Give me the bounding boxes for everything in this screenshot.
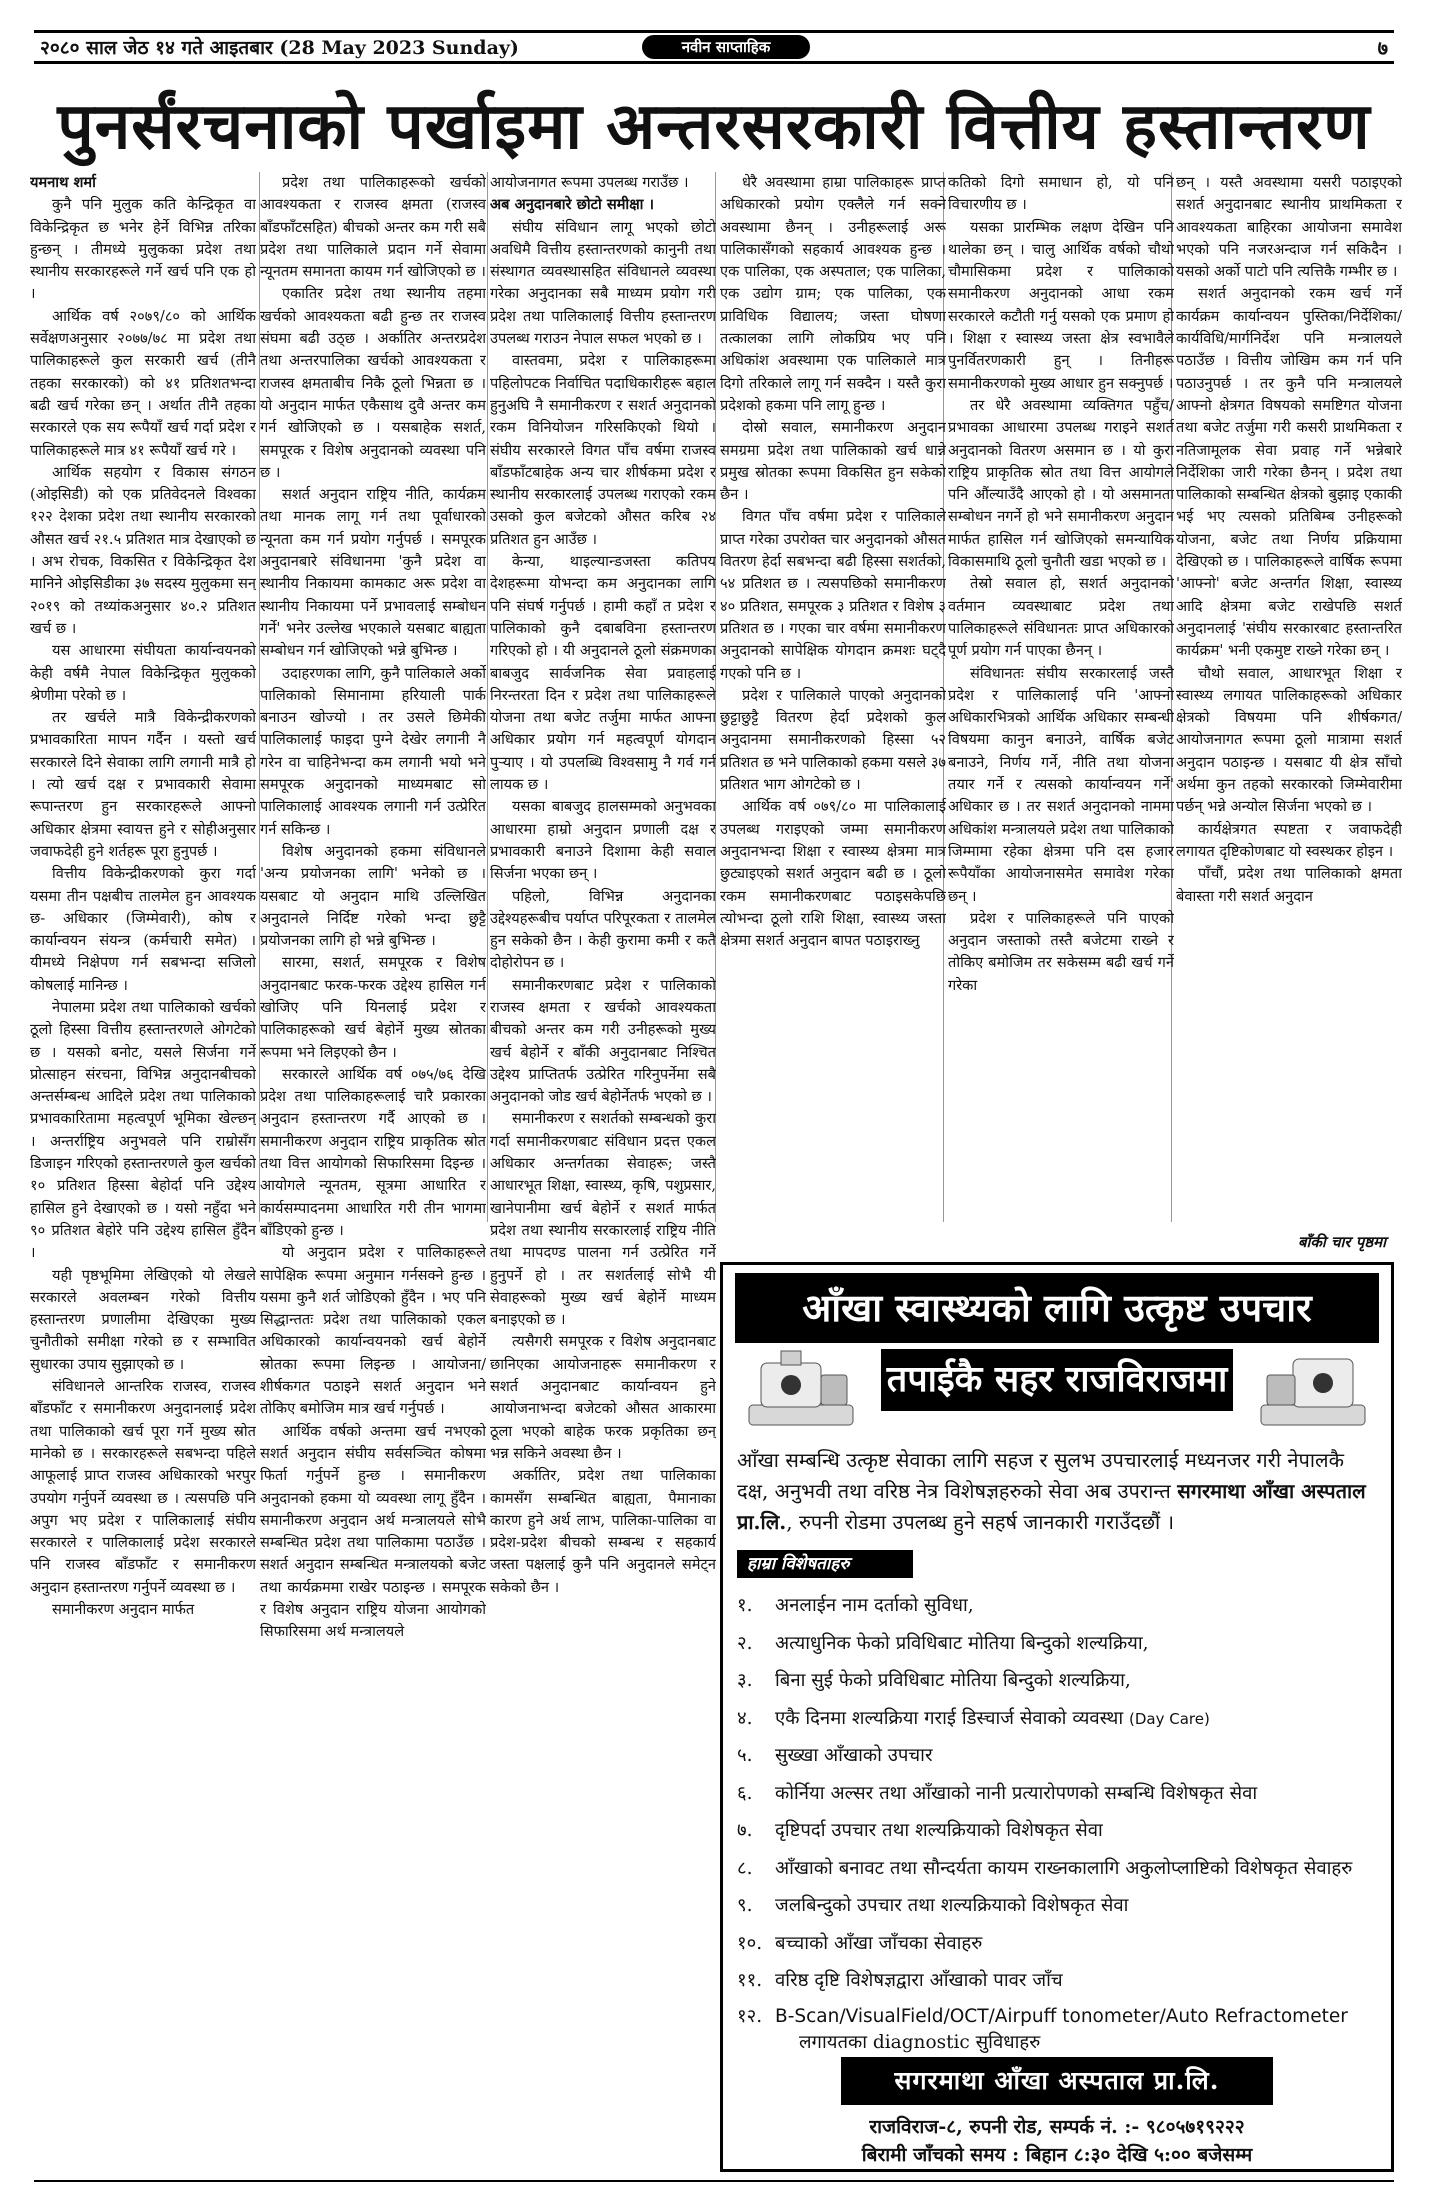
- article-paragraph: यो अनुदान प्रदेश र पालिकाहरूले सापेक्षिक रूपमा अनुमान गर्नसक्ने हुन्छ । यसमा कुनै शर्त जोडिएको हुँदैन । भए पनि सिद्धान्ततः प्रदेश तथा पालिकाको एकल अधिकारको कार्यान्वयनको खर्च बेहोर्ने स्रोतका रूपमा लिइन्छ । आयोजना/शीर्षकगत पठाइने सशर्त अनुदान भने तोकिए बमोजिम मात्र खर्च गर्नुपर्छ ।: [260, 1244, 486, 1418]
- feature-number: ११.: [737, 1970, 763, 1991]
- article-column-6: [1176, 172, 1402, 1232]
- article-headline: पुनर्संरचनाको पर्खाइमा अन्तरसरकारी वित्तीय हस्तान्तरण: [57, 90, 1371, 164]
- article-paragraph: पहिलो, विभिन्न अनुदानका उद्देश्यहरूबीच पर्याप्त परिपूरकता र तालमेल हुन सकेको छैन । केही कुरामा कमी र कतै दोहोरोपन छ ।: [490, 887, 716, 972]
- feature-text: सुख्खा आँखाको उपचार: [775, 1745, 933, 1766]
- article-column-4: [720, 172, 946, 1252]
- feature-text: बिना सुई फेको प्रविधिबाट मोतिया बिन्दुको शल्यक्रिया,: [775, 1670, 1131, 1691]
- feature-text-wrap: [775, 1925, 1387, 1963]
- article-paragraph: सारमा, सशर्त, समपूरक र विशेष अनुदानबाट फरक-फरक उद्देश्य हासिल गर्न खोजिए पनि यिनलाई प्रदेश र पालिकाहरूको खर्च बेहोर्ने मुख्य स्रोतका रूपमा भने लिइएको छैन ।: [260, 954, 486, 1061]
- article-paragraph: आयोजनागत रूपमा उपलब्ध गराउँछ ।: [490, 174, 689, 191]
- feature-number: ६.: [737, 1782, 753, 1804]
- feature-number: ७.: [737, 1820, 753, 1841]
- eye-examination-device-icon: [1253, 1345, 1373, 1435]
- article-column-5: [948, 172, 1174, 1252]
- article-paragraph: कार्यक्षेत्रगत स्पष्टता र जवाफदेही लगायत दृष्टिकोणबाट यो स्वस्थकर होइन ।: [1176, 820, 1402, 860]
- article-paragraph: कुनै पनि मुलुक कति केन्द्रिकृत वा विकेन्द्रिकृत छ भनेर हेर्ने विभिन्न तरिका हुन्छन् । तीमध्ये मुलुकका प्रदेश तथा स्थानीय सरकारहरूले गर्ने खर्च पनि एक हो ।: [30, 196, 256, 303]
- hospital-contact: राजविराज-८, रुपनी रोड, सम्पर्क नं. :- ९८०५७१९२२२: [869, 2116, 1245, 2138]
- feature-text-wrap: [775, 1962, 1387, 2000]
- article-paragraph: विगत पाँच वर्षमा प्रदेश र पालिकाले प्राप्त गरेका उपरोक्त चार अनुदानको औसत वितरण हेर्दा सबभन्दा बढी हिस्सा सशर्तको, ५४ प्रतिशत छ । त्यसपछिको समानीकरण ४० प्रतिशत, समपूरक ३ प्रतिशत र विशेष ३ प्रतिशत छ । गएका चार वर्षमा समानीकरण अनुदानको सापेक्षिक योगदान क्रमशः घट्दै गएको पनि छ ।: [720, 508, 946, 682]
- feature-number: ३.: [737, 1670, 753, 1691]
- article-column-2: [260, 172, 486, 2162]
- feature-item: [737, 1625, 1387, 1663]
- feature-text: कोर्निया अल्सर तथा आँखाको नानी प्रत्यारोपणको सम्बन्धि विशेषकृत सेवा: [775, 1782, 1258, 1804]
- feature-item: [737, 1850, 1387, 1888]
- article-paragraph: आर्थिक वर्षको अन्तमा खर्च नभएको सशर्त अनुदान संघीय सर्वसञ्चित कोषमा फिर्ता गर्नुपर्ने हुन्छ । समानीकरण अनुदानको हकमा यो व्यवस्था लागू हुँदैन । समानीकरण अनुदान अर्थ मन्त्रालयले सोभै सम्बन्धित प्रदेश तथा पालिकामा पठाउँछ । सशर्त अनुदान सम्बन्धित मन्त्रालयको बजेट तथा कार्यक्रममा राखेर पठाइन्छ । समपूरक र विशेष अनुदान राष्ट्रिय योजना आयोगको सिफारिसमा अर्थ मन्त्रालयले: [260, 1422, 486, 1641]
- feature-text-wrap: [775, 1662, 1387, 1700]
- feature-number: २.: [737, 1632, 753, 1654]
- feature-item: [737, 1925, 1387, 1963]
- article-paragraph: त्यसैगरी समपूरक र विशेष अनुदानबाट छानिएका आयोजनाहरू समानीकरण र सशर्त अनुदानबाट कार्यान्वयन हुने आयोजनाभन्दा बजेटको औसत आकारमा ठूला भएको बाहेक फरक प्रकृतिका छन् भन्न सकिने अवस्था छैन ।: [490, 1333, 716, 1462]
- eye-examination-device-icon: [741, 1345, 861, 1435]
- features-list: [737, 1587, 1387, 2060]
- feature-text-wrap: [775, 1625, 1387, 1663]
- feature-text-wrap: [775, 2004, 1387, 2056]
- feature-number: १०.: [737, 1932, 763, 1954]
- article-paragraph: यसका प्रारम्भिक लक्षण देखिन पनि थालेका छन् । चालु आर्थिक वर्षको चौथो चौमासिकमा प्रदेश र पालिकाको समानीकरण अनुदानको आधा रकम सरकारले कटौती गर्नु यसको एक प्रमाण हो । शिक्षा र स्वास्थ्य जस्ता क्षेत्र स्वभावैले पुनर्वितरणकारी हुन् । तिनीहरू समानीकरणको मुख्य आधार हुन सक्नुपर्छ ।: [948, 218, 1174, 392]
- feature-text-wrap: [775, 1812, 1387, 1850]
- article-paragraph: वित्तीय विकेन्द्रीकरणको कुरा गर्दा यसमा तीन पक्षबीच तालमेल हुन आवश्यक छ- अधिकार (जिम्मेवारी), कोष र कार्यान्वयन संयन्त्र (कर्मचारी समेत) । यीमध्ये निक्षेपण गर्न सबभन्दा सजिलो कोषलाई मानिन्छ ।: [30, 865, 256, 994]
- article-paragraph: यही पृष्ठभूमिमा लेखिएको यो लेखले सरकारले अवलम्बन गरेको वित्तीय हस्तान्तरण प्रणालीमा देखिएका मुख्य चुनौतीको समीक्षा गरेको छ र सम्भावित सुधारका उपाय सुझाएको छ ।: [30, 1266, 256, 1373]
- article-paragraph: विशेष अनुदानको हकमा संविधानले 'अन्य प्रयोजनका लागि' भनेको छ । यसबाट यो अनुदान माथि उल्लिखित अनुदानले निर्दिष्ट गरेको भन्दा छुट्टै प्रयोजनका लागि हो भन्ने बुभिन्छ ।: [260, 842, 486, 950]
- article-paragraph: संविधानले आन्तरिक राजस्व, राजस्व बाँडफाँट र समानीकरण अनुदानलाई प्रदेश तथा पालिकाको खर्च पूरा गर्ने मुख्य स्रोत मानेको छ । सरकारहरूले सबभन्दा पहिले आफूलाई प्राप्त राजस्व अधिकारको भरपुर उपयोग गर्नुपर्ने व्यवस्था छ । त्यसपछि पनि अपुग भए प्रदेश र पालिकालाई संघीय सरकारले र पालिकालाई प्रदेश सरकारले पनि राजस्व बाँडफाँट र समानीकरण अनुदान हस्तान्तरण गर्नुपर्ने व्यवस्था छ ।: [30, 1378, 256, 1596]
- article-paragraph: प्रदेश र पालिकाहरूले पनि पाएको अनुदान जस्ताको तस्तै बजेटमा राख्ने र तोकिए बमोजिम तर सकेसम्म बढी खर्च गर्ने गरेका: [948, 909, 1174, 994]
- article-paragraph: नेपालमा प्रदेश तथा पालिकाको खर्चको ठूलो हिस्सा वित्तीय हस्तान्तरणले ओगटेको छ । यसको बनोट, यसले सिर्जना गर्ने प्रोत्साहन संरचना, विभिन्न अनुदानबीचको अन्तर्सम्बन्ध आदिले प्रदेश तथा पालिकाको प्रभावकारितामा महत्वपूर्ण भूमिका खेल्छन् । अन्तर्राष्ट्रिय अनुभवले पनि राम्रोसँग डिजाइन गरिएको हस्तान्तरणले कुल खर्चको १० प्रतिशत हिस्सा बेहोर्दा पनि उद्देश्य हासिल हुने देखाएको छ । यसो नहुँदा भने ९० प्रतिशत बेहोरे पनि उद्देश्य हासिल हुँदैन ।: [30, 998, 256, 1262]
- article-paragraph: यस आधारमा संघीयता कार्यान्वयनको केही वर्षमै नेपाल विकेन्द्रिकृत मुलुकको श्रेणीमा परेको छ ।: [30, 642, 256, 704]
- article-paragraph: समानीकरणबाट प्रदेश र पालिकाको राजस्व क्षमता र खर्चको आवश्यकता बीचको अन्तर कम गरी उनीहरूको मुख्य खर्च बेहोर्ने र बाँकी अनुदानबाट निश्चित उद्देश्य प्राप्तितर्फ उत्प्रेरित गरिनुपर्नेमा सबै अनुदानको जोड खर्च बेहोर्नेतर्फ भएको छ ।: [490, 976, 716, 1106]
- feature-text: अत्याधुनिक फेको प्रविधिबाट मोतिया बिन्दुको शल्यक्रिया,: [775, 1632, 1149, 1654]
- feature-text: जलबिन्दुको उपचार तथा शल्यक्रियाको विशेषकृत सेवा: [775, 1895, 1129, 1916]
- newspaper-brand: नवीन साप्ताहिक: [642, 35, 810, 59]
- feature-number: १२.: [737, 2005, 763, 2027]
- feature-item: [737, 1662, 1387, 1700]
- checkup-hours: बिरामी जाँचको समय : बिहान ८:३० देखि ५:०० बजेसम्म: [861, 2144, 1253, 2166]
- article-paragraph: कतिको दिगो समाधान हो, यो पनि विचारणीय छ ।: [948, 174, 1174, 214]
- article-paragraph: तेस्रो सवाल हो, सशर्त अनुदानको वर्तमान व्यवस्थाबाट प्रदेश तथा पालिकाहरूले संविधानतः प्राप्त अधिकारको पूर्ण प्रयोग गर्न पाएका छैनन् ।: [948, 575, 1174, 660]
- article-paragraph: तर खर्चले मात्रै विकेन्द्रीकरणको प्रभावकारिता मापन गर्दैन । यस्तो खर्च सरकारले दिने सेवाका लागि लगानी मात्रै हो । त्यो खर्च दक्ष र प्रभावकारी सेवामा रूपान्तरण हुन सरकारहरूले आफ्नो अधिकार क्षेत्रमा स्वायत्त हुने र सोहीअनुसार जवाफदेही हुने शर्तहरू पूरा हुनुपर्छ ।: [30, 709, 256, 860]
- article-author: यमनाथ शर्मा: [30, 174, 96, 191]
- article-paragraph: अर्कातिर, प्रदेश तथा पालिकाका कामसँग सम्बन्धित बाह्यता, पैमानाका कारण हुने अर्थ लाभ, पालिका-पालिका वा प्रदेश-प्रदेश बीचको सम्बन्ध र सहकार्य जस्ता पक्षलाई कुनै पनि अनुदानले समेट्न सकेको छैन ।: [490, 1467, 716, 1596]
- article-column-1: [30, 172, 256, 2162]
- feature-number: ८.: [737, 1857, 753, 1879]
- page-header: [34, 30, 1394, 64]
- article-paragraph: पाँचौं, प्रदेश तथा पालिकाको क्षमता बेवास्ता गरी सशर्त अनुदान: [1176, 865, 1402, 905]
- feature-text-line2: लगायतका diagnostic सुविधाहरु: [799, 2031, 1041, 2053]
- article-paragraph: सशर्त अनुदान राष्ट्रिय नीति, कार्यक्रम तथा मानक लागू गर्न तथा पूर्वाधारको न्यूनता कम गर्न प्रयोग गर्नुपर्छ । समपूरक अनुदानबारे संविधानमा 'कुनै प्रदेश वा स्थानीय निकायमा कामकाट अरू प्रदेश वा स्थानीय निकायमा पर्ने प्रभावलाई सम्बोधन गर्ने' भनेर उल्लेख भएकाले यसबाट बाह्यता सम्बोधन गर्न खोजिएको भन्ने बुभिन्छ ।: [260, 486, 486, 660]
- ad-title: आँखा स्वास्थ्यको लागि उत्कृष्ट उपचार: [735, 1273, 1379, 1343]
- feature-text-wrap: [775, 1587, 1387, 1625]
- feature-item: [737, 1962, 1387, 2000]
- ad-intro-hospital: सगरमाथा आँखा अस्पताल प्रा.लि.: [737, 1479, 1366, 1534]
- article-paragraph: आर्थिक सहयोग र विकास संगठन (ओइसिडी) को एक प्रतिवेदनले विश्वका १२२ देशका प्रदेश तथा स्थानीय सरकारको औसत खर्च २१.५ प्रतिशत मात्र देखाएको छ । अभ रोचक, विकसित र विकेन्द्रिकृत देश मानिने ओइसिडीका ३७ सदस्य मुलुकमा सन् २०१९ को तथ्यांकअनुसार ४०.२ प्रतिशत खर्च छ ।: [30, 463, 256, 637]
- feature-text-wrap: [775, 1887, 1387, 1925]
- ad-intro-text: आँखा सम्बन्धि उत्कृष्ट सेवाका लागि सहज र सुलभ उपचारलाई मध्यनजर गरी नेपालकै दक्ष, अनुभवी तथा वरिष्ठ नेत्र विशेषज्ञहरुको सेवा अब उपरान्त: [737, 1448, 1344, 1503]
- article-paragraph: सरकारले आर्थिक वर्ष ०७५/७६ देखि प्रदेश तथा पालिकाहरूलाई चारै प्रकारका अनुदान हस्तान्तरण गर्दै आएको छ । समानीकरण अनुदान राष्ट्रिय प्राकृतिक स्रोत तथा वित्त आयोगको सिफारिसमा दिइन्छ । आयोगले न्यूनतम, सूत्रमा आधारित र कार्यसम्पादनमा आधारित गरी तीन भागमा बाँडिएको हुन्छ ।: [260, 1065, 486, 1239]
- feature-text: वरिष्ठ दृष्टि विशेषज्ञद्वारा आँखाको पावर जाँच: [775, 1970, 1063, 1991]
- feature-text: आँखाको बनावट तथा सौन्दर्यता कायम राख्नकालागि अकुलोप्लाष्टिको विशेषकृत सेवाहरु: [775, 1857, 1353, 1879]
- feature-text-wrap: [775, 1700, 1387, 1738]
- article-paragraph: छन् । यस्तै अवस्थामा यसरी पठाइएको सशर्त अनुदानबाट स्थानीय प्राथमिकता र आवश्यकता बाहिरका आयोजना समावेश भएको पनि नजरअन्दाज गर्न सकिदैन । यसको अर्को पाटो पनि त्यत्तिकै गम्भीर छ ।: [1176, 174, 1402, 281]
- feature-text: एकै दिनमा शल्यक्रिया गराई डिस्चार्ज सेवाको व्यवस्था: [775, 1707, 1124, 1729]
- features-label: हाम्रा विशेषताहरु: [737, 1550, 913, 1578]
- article-paragraph: चौथो सवाल, आधारभूत शिक्षा र स्वास्थ्य लगायत पालिकाहरूको अधिकार क्षेत्रको विषयमा पनि शीर्षकगत/आयोजनागत रूपमा ठूलो मात्रामा सशर्त अनुदान पठाइन्छ । यसबाट यी क्षेत्र साँचो अर्थमा कुन तहको सरकारको जिम्मेवारीमा पर्छन् भन्ने अन्योल सिर्जना भएको छ ।: [1176, 664, 1402, 816]
- article-paragraph: संघीय संविधान लागू भएको छोटो अवधिमै वित्तीय हस्तान्तरणको कानुनी तथा संस्थागत व्यवस्थासहित संविधानले व्यवस्था गरेका अनुदानका सबै माध्यम प्रयोग गरी प्रदेश तथा पालिकालाई वित्तीय हस्तान्तरण उपलब्ध गराउन नेपाल सफल भएको छ ।: [490, 218, 716, 348]
- article-paragraph: एकातिर प्रदेश तथा स्थानीय तहमा खर्चको आवश्यकता बढी हुन्छ तर राजस्व संघमा बढी उठ्छ । अर्कातिर अन्तरप्रदेश तथा अन्तरपालिका खर्चको आवश्यकता र राजस्व क्षमताबीच निकै ठूलो भिन्नता छ । यो अनुदान मार्फत एकैसाथ दुवै अन्तर कम गर्न खोजिएको छ । यसबाहेक सशर्त, समपूरक र विशेष अनुदानको व्यवस्था पनि छ ।: [260, 285, 486, 481]
- feature-item: [737, 1587, 1387, 1625]
- article-paragraph: केन्या, थाइल्यान्डजस्ता कतिपय देशहरूमा योभन्दा कम अनुदानका लागि पनि संघर्ष गर्नुपर्छ । हामी कहाँ त प्रदेश र पालिकाको कुनै दबाबविना हस्तान्तरण गरिएको हो । यी अनुदानले ठूलो संक्रमणका बाबजुद सार्वजनिक सेवा प्रवाहलाई निरन्तरता दिन र प्रदेश तथा पालिकाहरूले योजना तथा बजेट तर्जुमा मार्फत आफ्ना अधिकार प्रयोग गर्न महत्वपूर्ण योगदान पुऱ्याए । यो उपलब्धि विश्वसामु नै गर्व गर्न लायक छ ।: [490, 553, 716, 794]
- feature-item: [737, 2000, 1387, 2060]
- article-paragraph: यसका बाबजुद हालसम्मको अनुभवका आधारमा हाम्रो अनुदान प्रणाली दक्ष र प्रभावकारी बनाउने दिशामा केही सवाल सिर्जना भएका छन् ।: [490, 798, 716, 883]
- feature-text-wrap: [775, 1775, 1387, 1813]
- article-paragraph: वास्तवमा, प्रदेश र पालिकाहरूमा पहिलोपटक निर्वाचित पदाधिकारीहरू बहाल हुनुअघि नै समानीकरण र सशर्त अनुदानको रकम विनियोजन गरिसकिएको थियो । संघीय सरकारले विगत पाँच वर्षमा राजस्व बाँडफाँटबाहेक अन्य चार शीर्षकमा प्रदेश र स्थानीय सरकारलाई उपलब्ध गराएको रकम उसको कुल बजेटको औसत करिब २४ प्रतिशत हुन आउँछ ।: [490, 352, 716, 548]
- ad-intro: [737, 1445, 1377, 1538]
- feature-text-wrap: [775, 1850, 1387, 1888]
- feature-item: [737, 1812, 1387, 1850]
- ad-intro-text-end: , रुपनी रोडमा उपलब्ध हुने सहर्ष जानकारी गराउँदछौं ।: [786, 1510, 1175, 1534]
- feature-number: ५.: [737, 1745, 753, 1766]
- feature-number: ४.: [737, 1707, 753, 1729]
- article-paragraph: प्रदेश तथा पालिकाहरूको खर्चको आवश्यकता र राजस्व क्षमता (राजस्व बाँडफाँटसहित) बीचको अन्तर कम गरी सबै प्रदेश तथा पालिकाले प्रदान गर्ने सेवामा न्यूनतम समानता कायम गर्न खोजिएको छ ।: [260, 174, 486, 281]
- article-paragraph: संविधानतः संघीय सरकारलाई जस्तै प्रदेश र पालिकालाई पनि 'आफ्नो अधिकारभित्रको आर्थिक अधिकार सम्बन्धी विषयमा कानुन बनाउने, वार्षिक बजेट बनाउने, निर्णय गर्ने, नीति तथा योजना तयार गर्ने र त्यसको कार्यान्वयन गर्ने' अधिकार छ । तर सशर्त अनुदानको नाममा अधिकांश मन्त्रालयले प्रदेश तथा पालिकाको जिम्मामा रहेका क्षेत्रमा पनि दस हजार रूपैयाँका आयोजनासमेत समावेश गरेका छन् ।: [948, 664, 1174, 905]
- article-column-3: [490, 172, 716, 2162]
- column-divider: [487, 172, 488, 1222]
- feature-item: [737, 1737, 1387, 1775]
- article-paragraph: सशर्त अनुदानको रकम खर्च गर्ने कार्यक्रम कार्यान्वयन पुस्तिका/निर्देशिका/कार्यविधि/मार्गनिर्देश पनि मन्त्रालयले पठाउँछ । वित्तीय जोखिम कम गर्न पनि पठाउनुपर्छ । तर कुनै पनि मन्त्रालयले आफ्नो क्षेत्रगत विषयको समष्टिगत योजना तथा बजेट तर्जुमा गरी कसरी प्राथमिकता र नतिजामूलक सेवा प्रवाह गर्ने भन्नेबारे निर्देशिका जारी गरेका छैनन् । प्रदेश तथा पालिकाको सम्बन्धित क्षेत्रको बुझाइ एकाकी भई भए त्यसको प्रतिबिम्ब उनीहरूको योजना, बजेट तथा निर्णय प्रक्रियामा देखिएको छ । पालिकाहरूले वार्षिक रूपमा 'आफ्नो' बजेट अन्तर्गत शिक्षा, स्वास्थ्य आदि क्षेत्रमा बजेट राखेपछि सशर्त अनुदानलाई 'संघीय सरकारबाट हस्तान्तरित कार्यक्रम' भनी एकमुष्ट राख्ने गरेका छन् ।: [1176, 285, 1402, 660]
- article-paragraph: धेरै अवस्थामा हाम्रा पालिकाहरू प्राप्त अधिकारको प्रयोग एक्लैले गर्न सक्ने अवस्थामा छैनन् । उनीहरूलाई अरू पालिकासँगको सहकार्य आवश्यक हुन्छ । एक पालिका, एक अस्पताल; एक पालिका, एक उद्योग ग्राम; एक पालिका, एक प्राविधिक विद्यालय; जस्ता घोषणा तत्कालका लागि लोकप्रिय भए पनि अधिकांश अवस्थामा एक पालिकाले मात्र दिगो तरिकाले लागू गर्न सक्दैन । यस्तै कुरा प्रदेशको हकमा पनि लागू हुन्छ ।: [720, 174, 946, 414]
- article-paragraph: तर धेरै अवस्थामा व्यक्तिगत पहुँच/प्रभावका आधारमा उपलब्ध गराइने सशर्त अनुदानको वितरण असमान छ । यो कुरा राष्ट्रिय प्राकृतिक स्रोत तथा वित्त आयोगले पनि औंल्याउँदै आएको हो । यो असमानता सम्बोधन नगर्ने हो भने समानीकरण अनुदान मार्फत हासिल गर्न खोजिएको समन्यायिक विकासमाथि ठूलो चुनौती खडा भएको छ ।: [948, 396, 1174, 571]
- article-paragraph: समानीकरण अनुदान मार्फत: [52, 1601, 195, 1618]
- feature-item: [737, 1700, 1387, 1738]
- ad-subtitle: तपाईकै सहर राजविराजमा: [881, 1349, 1233, 1411]
- feature-text: B-Scan/VisualField/OCT/Airpuff tonometer/Auto Refractometer: [775, 2005, 1348, 2027]
- feature-text-wrap: [775, 1737, 1387, 1775]
- page-bottom-rule: [34, 2180, 1394, 2182]
- feature-item: [737, 1775, 1387, 1813]
- article-paragraph: समानीकरण र सशर्तको सम्बन्धको कुरा गर्दा समानीकरणबाट संविधान प्रदत्त एकल अधिकार अन्तर्गतका सेवाहरू; जस्तै आधारभूत शिक्षा, स्वास्थ्य, कृषि, पशुप्रसार, खानेपानीमा खर्च बेहोर्ने र सशर्त मार्फत प्रदेश तथा स्थानीय सरकारलाई राष्ट्रिय नीति तथा मापदण्ड पालना गर्न उत्प्रेरित गर्ने हुनुपर्ने हो । तर सशर्तलाई सोभै यी सेवाहरूको मुख्य खर्च बेहोर्ने माध्यम बनाइएको छ ।: [490, 1110, 716, 1329]
- feature-text: दृष्टिपर्दा उपचार तथा शल्यक्रियाको विशेषकृत सेवा: [775, 1820, 1103, 1841]
- issue-date: २०८० साल जेठ १४ गते आइतबार (28 May 2023 Sunday): [40, 37, 519, 59]
- feature-number: ९.: [737, 1895, 753, 1916]
- hospital-name: सगरमाथा आँखा अस्पताल प्रा.लि.: [841, 2057, 1273, 2105]
- article-paragraph: आर्थिक वर्ष ०७९/८० मा पालिकालाई उपलब्ध गराइएको जम्मा समानीकरण अनुदानभन्दा शिक्षा र स्वास्थ्य क्षेत्रमा मात्र छुट्याइएको सशर्त अनुदान बढी छ । ठूलो रकम समानीकरणबाट पठाइसकेपछि त्योभन्दा ठूलो राशि शिक्षा, स्वास्थ्य जस्ता क्षेत्रमा सशर्त अनुदान बापत पठाइराख्नु: [720, 798, 946, 950]
- feature-text: बच्चाको आँखा जाँचका सेवाहरु: [775, 1932, 983, 1954]
- article-paragraph: दोस्रो सवाल, समानीकरण अनुदान समग्रमा प्रदेश तथा पालिकाको खर्च धान्ने प्रमुख स्रोतका रूपमा विकसित हुन सकेको छैन ।: [720, 419, 946, 504]
- article-paragraph: प्रदेश र पालिकाले पाएको अनुदानको छुट्टाछुट्टै वितरण हेर्दा प्रदेशको कुल अनुदानमा समानीकरणको हिस्सा ५२ प्रतिशत छ भने पालिकाको हकमा यसले ३७ प्रतिशत भाग ओगटेको छ ।: [720, 686, 946, 794]
- hospital-advertisement: [720, 1262, 1394, 2172]
- feature-item: [737, 1887, 1387, 1925]
- article-paragraph: उदाहरणका लागि, कुनै पालिकाले अर्को पालिकाको सिमानामा हरियाली पार्क बनाउन खोज्यो । तर उसले छिमेकी पालिकालाई फाइदा पुग्ने देखेर लगानी नै गरेन वा चाहिनेभन्दा कम लगानी भयो भने समपूरक अनुदानको माध्यमबाट सो पालिकालाई आवश्यक लगानी गर्न उत्प्रेरित गर्न सकिन्छ ।: [260, 664, 486, 838]
- feature-extra: (Day Care): [1129, 1709, 1210, 1728]
- page-number: ७: [1377, 35, 1388, 60]
- continued-notice: बाँकी चार पृष्ठमा: [1297, 1233, 1386, 1251]
- section-subheading: अब अनुदानबारे छोटो समीक्षा ।: [490, 196, 655, 214]
- article-paragraph: आर्थिक वर्ष २०७९/८० को आर्थिक सर्वेक्षणअनुसार २०७७/७८ मा प्रदेश तथा पालिकाहरूले कुल सरकारी खर्च (तीनै तहका सरकारको) को ४१ प्रतिशतभन्दा बढी खर्च गरेका छन् । अर्थात तीनै तहका सरकारले एक सय रूपैयाँ खर्च गर्दा प्रदेश र पालिकाहरूले मात्र ४१ रूपैयाँ खर्च गरे ।: [30, 307, 256, 459]
- feature-text: अनलाईन नाम दर्ताको सुविधा,: [775, 1595, 974, 1616]
- feature-number: १.: [737, 1595, 753, 1616]
